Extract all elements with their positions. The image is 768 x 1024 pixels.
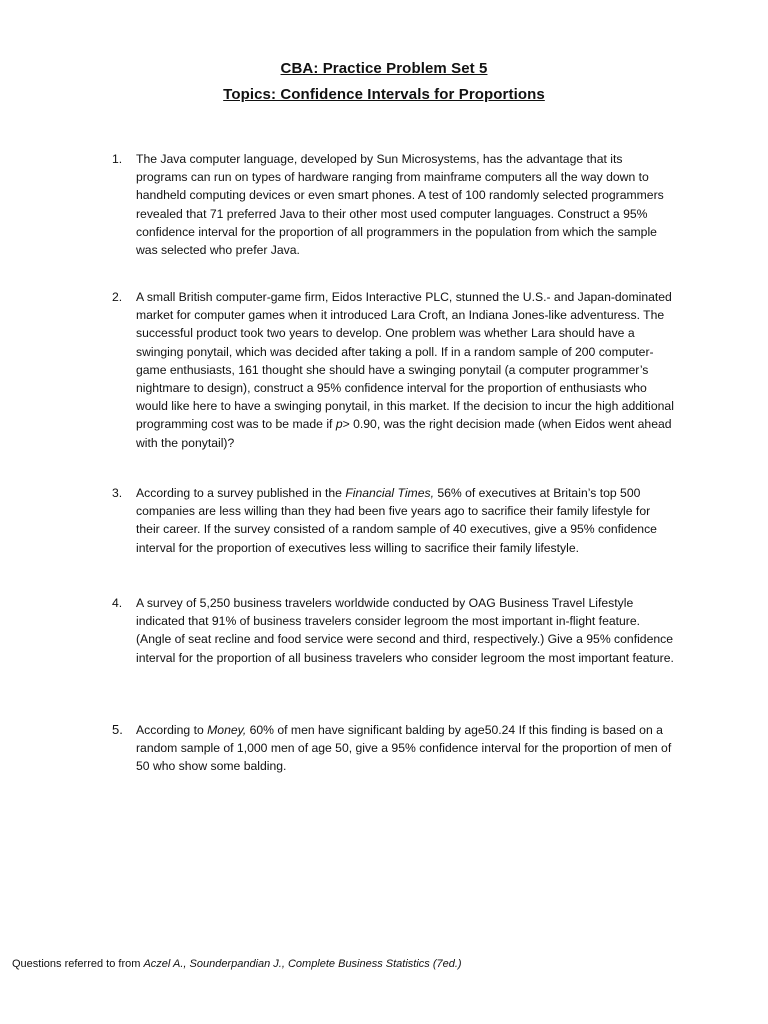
problem-text-italic: Financial Times,: [345, 486, 434, 500]
problem-number: 3.: [112, 486, 123, 500]
problem-3: [112, 484, 677, 557]
problem-1: [112, 150, 677, 259]
problem-text: [136, 288, 677, 452]
problem-text-part: A small British computer-game firm, Eidos Interactive PLC, stunned the U.S.- and Japan-dominated market for computer games when it introduced Lara Croft, an Indiana Jones-like adventuress. The successful product took two years to develop. One problem was whether Lara should have a swinging ponytail, which was decided after taking a poll. If in a random sample of 200 computer-game enthusiasts, 161 thought she should have a swinging ponytail (a computer programmer’s nightmare to design), construct a 95% confidence interval for the proportion of enthusiasts who would like here to have a swinging ponytail, in this market. If the decision to incur the high additional programming cost was to be made if: [136, 290, 674, 432]
problem-text-part: 56% of executives at Britain’s top 500 companies are less willing than they had been five years ago to sacrifice their family lifestyle for their career. If the survey consisted of a random sample of 40 executives, give a 95% confidence interval for the proportion of executives less willing to sacrifice their family lifestyle.: [136, 486, 657, 555]
footer-citation: [12, 956, 462, 972]
problem-number: 4.: [112, 596, 123, 610]
problem-text: [136, 721, 677, 776]
problem-text: The Java computer language, developed by Sun Microsystems, has the advantage that its programs can run on types of hardware ranging from mainframe computers all the way down to handheld computing devices or even smart phones. A test of 100 randomly selected programmers revealed that 71 preferred Java to their other most used computer languages. Construct a 95% confidence interval for the proportion of all programmers in the population from which the sample was selected who prefer Java.: [136, 152, 664, 258]
footer-source: Aczel A., Sounderpandian J., Complete Business Statistics (7ed.): [143, 958, 462, 970]
problem-text-part: > 0.90, was the right decision made (when Eidos went ahead with the ponytail)?: [136, 417, 672, 450]
problem-text-part: 60% of men have significant balding by age50.24 If this finding is based on a random sample of 1,000 men of age 50, give a 95% confidence interval for the proportion of men of 50 who show some balding.: [136, 723, 672, 774]
problem-text: [136, 484, 677, 557]
problem-text-part: According to a survey published in the: [136, 486, 346, 500]
problem-number: 2.: [112, 290, 123, 304]
problem-5: [112, 721, 677, 776]
page-title: CBA: Practice Problem Set 5: [280, 60, 488, 77]
problem-number: 5.: [112, 722, 123, 737]
problem-text-italic: Money,: [207, 723, 247, 737]
page-subtitle: Topics: Confidence Intervals for Proportions: [223, 86, 545, 103]
problem-2: [112, 288, 677, 452]
problem-text-italic: p: [335, 417, 343, 432]
footer-text: Questions referred to from: [12, 958, 144, 970]
problem-4: [112, 594, 677, 667]
problem-text: A survey of 5,250 business travelers worldwide conducted by OAG Business Travel Lifestyle indicated that 91% of business travelers consider legroom the most important in-flight feature. (Angle of seat recline and food service were second and third, respectively.) Give a 95% confidence interval for the proportion of all business travelers who consider legroom the most important feature.: [136, 596, 674, 665]
problem-number: 1.: [112, 152, 123, 166]
problem-text-part: According to: [136, 723, 208, 737]
